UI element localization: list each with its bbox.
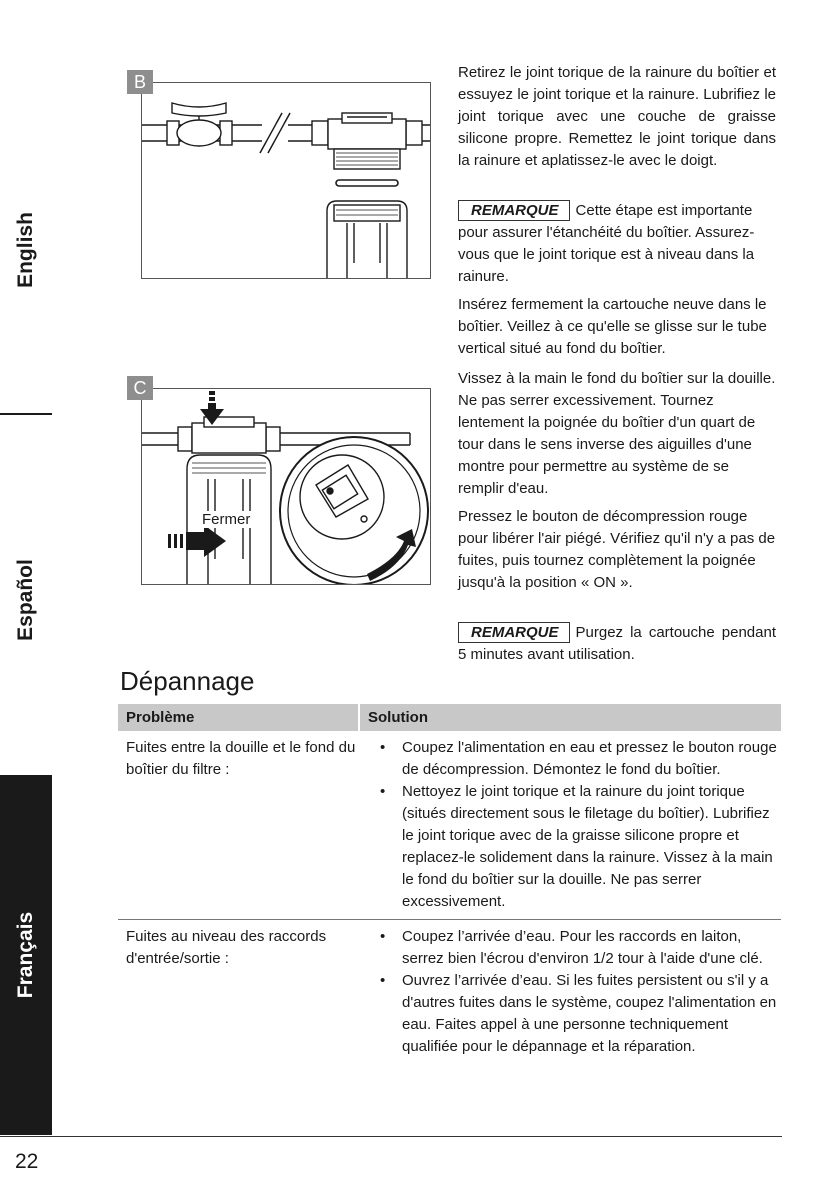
solution-cell [366, 737, 781, 913]
figure-b-housing-oring [141, 82, 431, 279]
troubleshooting-table [118, 704, 781, 1064]
column-header-problem: Problème [126, 708, 195, 726]
note-text: Purgez la cartouche pendant 5 minutes avant utilisation. [458, 624, 776, 663]
figure-c-label: C [127, 376, 153, 400]
sidebar-divider [0, 413, 52, 415]
sidebar-tab-francais-label: Français [14, 911, 38, 999]
solution-item: • Coupez l'alimentation en eau et pressez le bouton rouge de décompression. Démontez le fond du boîtier. [374, 737, 781, 781]
instruction-pressure-release [458, 506, 776, 594]
table-row [118, 731, 781, 919]
problem-cell: Fuites entre la douille et le fond du boîtier du filtre : [126, 739, 356, 778]
figure-c-housing-install [141, 388, 431, 585]
note-purge [458, 622, 776, 666]
instruction-oring-clean [458, 62, 776, 172]
table-row [118, 919, 781, 1064]
sidebar-tab-espanol-label: Español [14, 559, 37, 641]
sidebar-tab-francais [0, 775, 52, 1135]
note-text: Cette étape est importante pour assurer l'étanchéité du boîtier. Assurez-vous que le joint torique est à niveau dans la rainure. [458, 202, 755, 285]
figure-c-drawing [142, 389, 430, 584]
note-label: REMARQUE [458, 622, 570, 643]
figure-b-drawing [142, 83, 430, 278]
sidebar-tab-espanol [0, 500, 52, 700]
solution-list [374, 926, 781, 1058]
instruction-text: Pressez le bouton de décompression rouge pour libérer l'air piégé. Vérifiez qu'il n'y a pas de fuites, puis tournez complètement la poignée jusqu'à la position « ON ». [458, 508, 776, 591]
figure-b-label: B [127, 70, 153, 94]
column-header-solution: Solution [358, 704, 428, 731]
instruction-text: Retirez le joint torique de la rainure du boîtier et essuyez le joint torique et la rainure. Lubrifiez le joint torique avec une couche de graisse silicone propre. Remettez le joint torique dans la rainure et aplatissez-le avec le doigt. [458, 64, 776, 169]
problem-cell: Fuites au niveau des raccords d'entrée/sortie : [126, 928, 327, 967]
section-heading-depannage: Dépannage [120, 666, 255, 696]
instruction-text: Insérez fermement la cartouche neuve dans le boîtier. Veillez à ce qu'elle se glisse sur le tube vertical situé au fond du boîtier. [458, 296, 767, 357]
solution-item: • Ouvrez l’arrivée d’eau. Si les fuites persistent ou s'il y a d'autres fuites dans le système, coupez l'alimentation en eau. Faites appel à une personne techniquement qualifiée pour le dépannage et la réparation. [374, 970, 781, 1058]
solution-item: • Coupez l’arrivée d’eau. Pour les raccords en laiton, serrez bien l'écrou d'environ 1/2 tour à l'aide d'une clé. [374, 926, 781, 970]
solution-cell [366, 926, 781, 1058]
sidebar-tab-english [0, 150, 52, 350]
note-label: REMARQUE [458, 200, 570, 221]
footer-divider [0, 1136, 782, 1137]
instruction-insert-cartridge [458, 294, 776, 360]
solution-list [374, 737, 781, 913]
note-oring [458, 200, 776, 288]
solution-item: • Nettoyez le joint torique et la rainure du joint torique (situés directement sous le filetage du boîtier). Lubrifiez le joint torique avec de la graisse silicone propre et replacez-le solidement dans la rainure. Vissez à la main le fond du boîtier sur la douille. Ne pas serrer excessivement. [374, 781, 781, 913]
page-number: 22 [15, 1150, 39, 1173]
instruction-screw-housing [458, 368, 776, 500]
sidebar-tab-english-label: English [14, 212, 37, 288]
figure-c-close-label: Fermer [202, 511, 251, 528]
instruction-text: Vissez à la main le fond du boîtier sur la douille. Ne pas serrer excessivement. Tournez lentement la poignée du boîtier d'un quart de tour dans le sens inverse des aiguilles d'une montre pour permettre au système de se remplir d'eau. [458, 370, 776, 497]
table-header [118, 704, 781, 731]
